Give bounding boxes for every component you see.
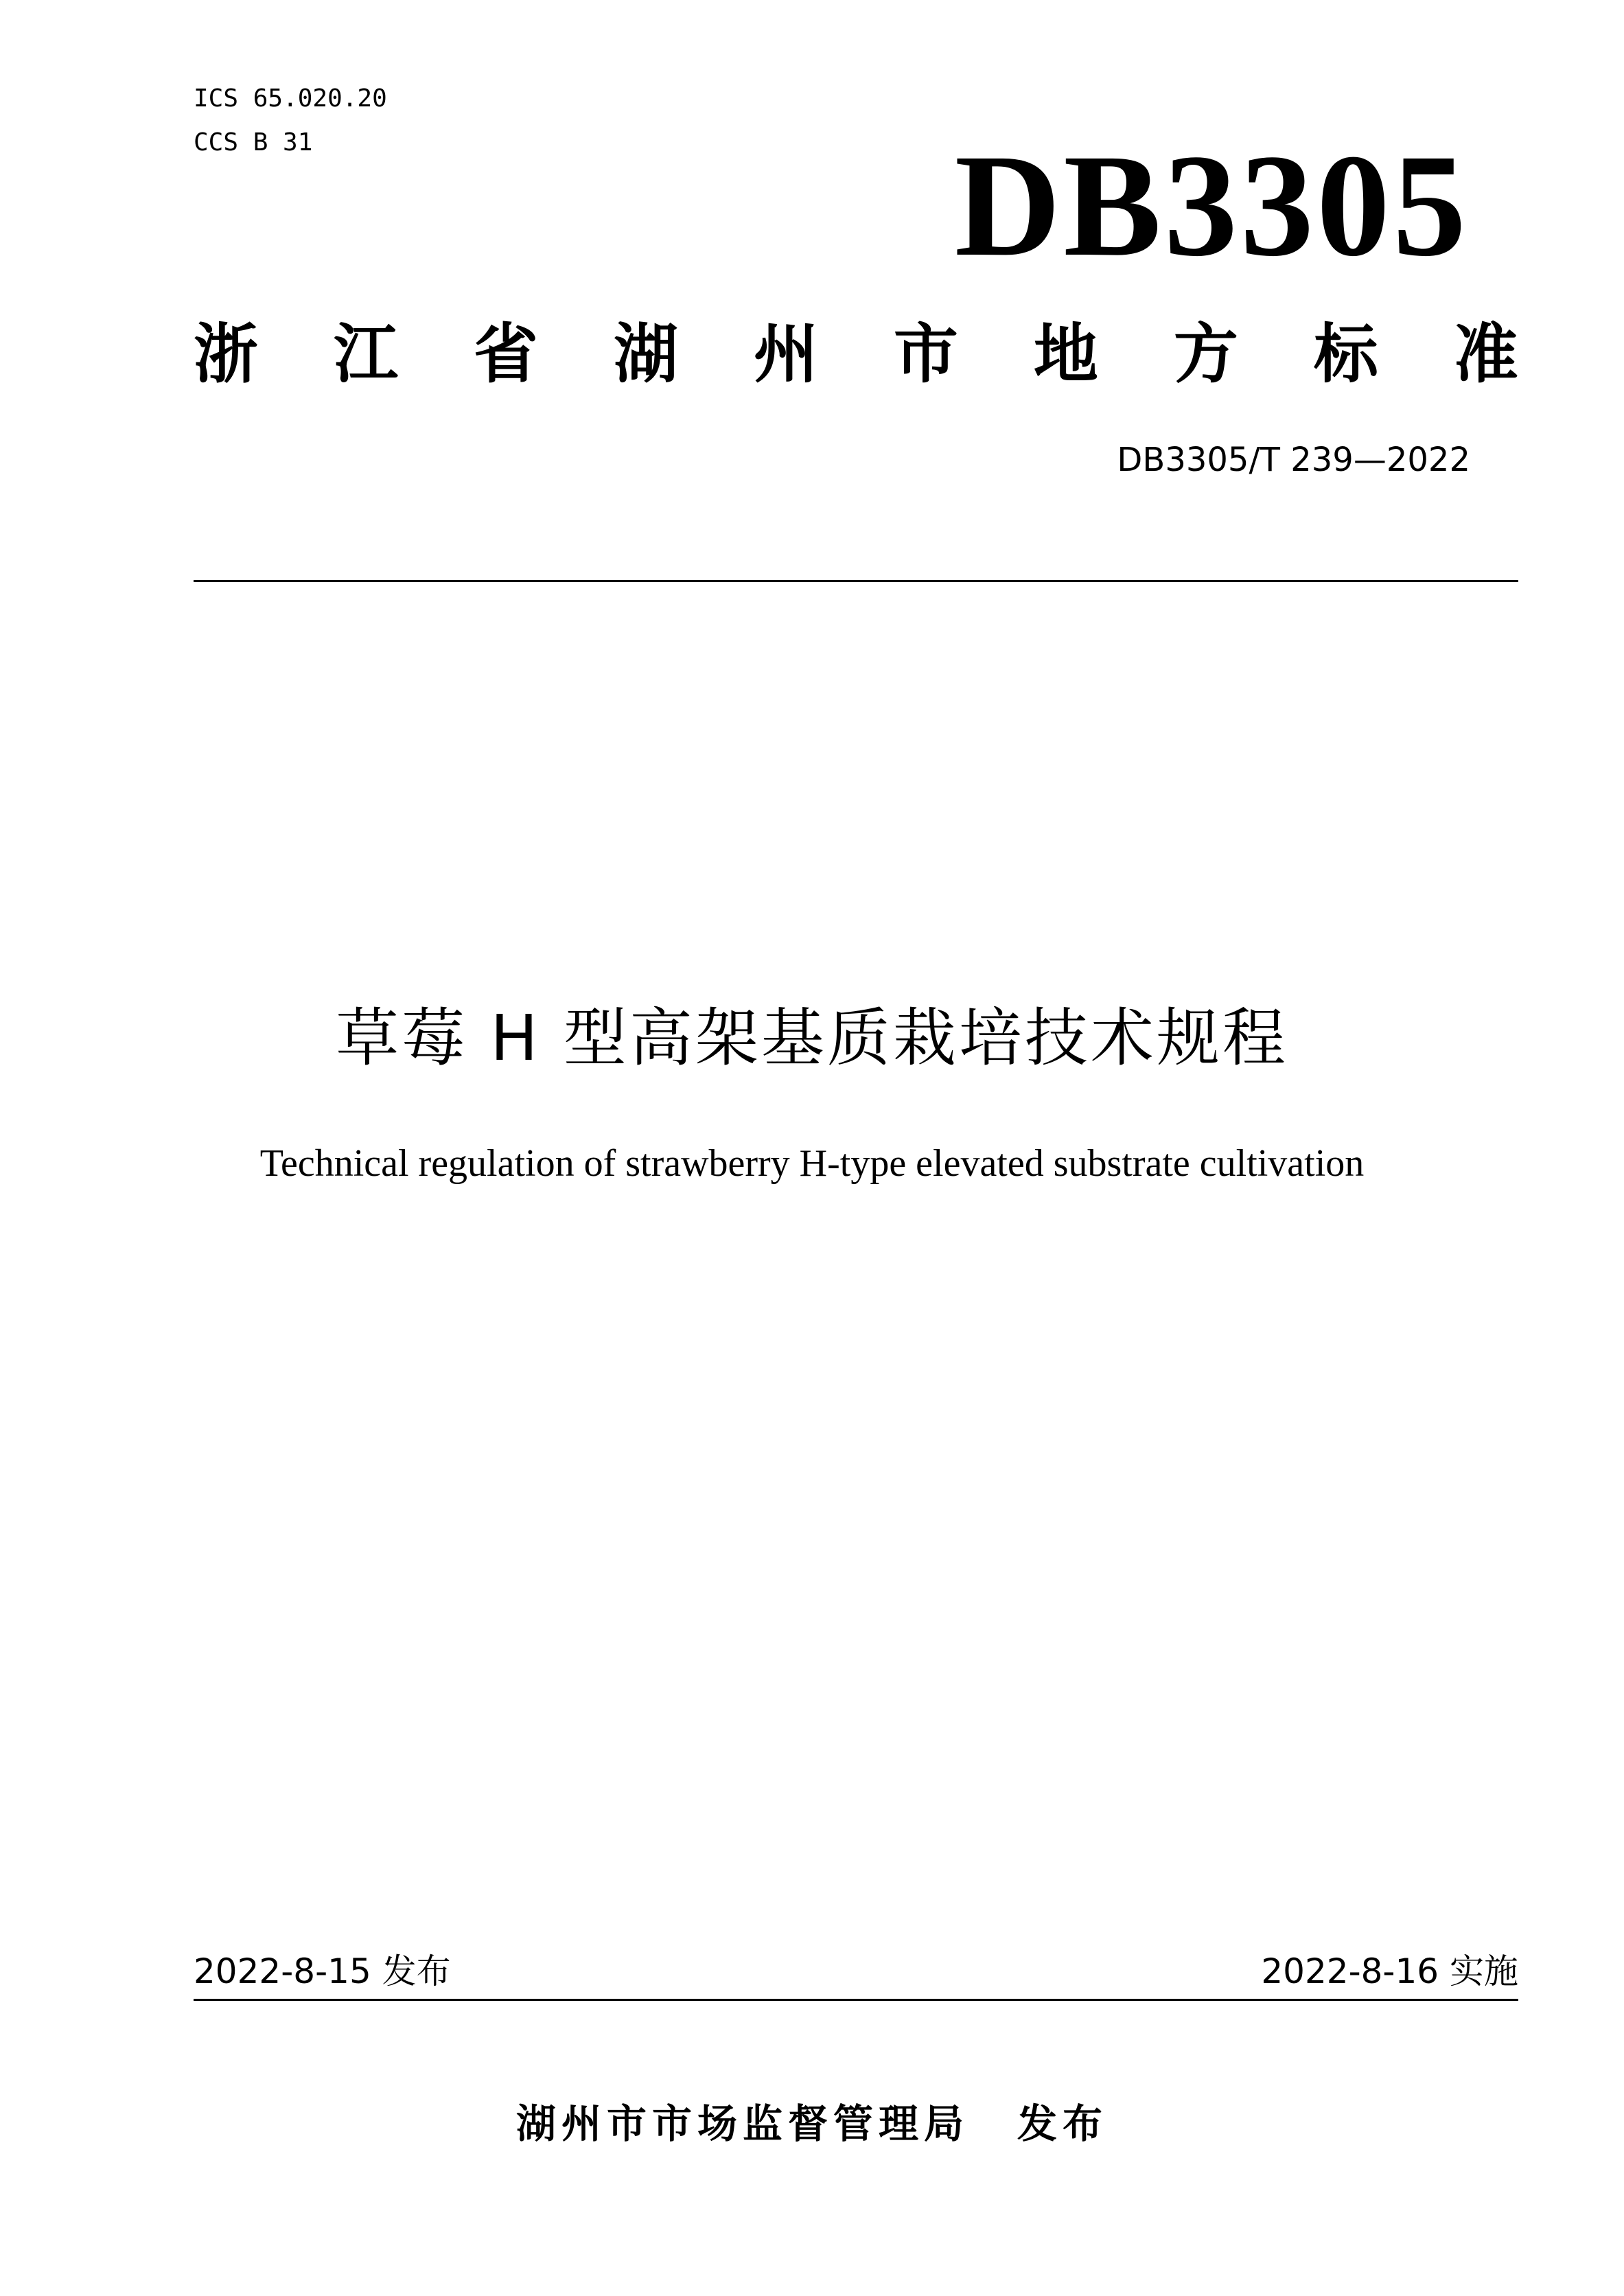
title-english: Technical regulation of strawberry H-type elevated substrate cultivation [259, 1142, 1365, 1185]
authority-char: 准 [1453, 317, 1518, 392]
authority-char: 浙 [194, 317, 259, 392]
standard-number: DB3305/T 239—2022 [1117, 441, 1470, 479]
authority-char: 州 [753, 317, 818, 392]
title-chinese: 草莓 H 型高架基质栽培技术规程 [336, 1001, 1288, 1075]
authority-char: 省 [473, 317, 538, 392]
implementation-date: 2022-8-16 实施 [1261, 1951, 1518, 1991]
authority-char: 市 [893, 317, 958, 392]
standard-authority [194, 317, 1518, 393]
authority-char: 标 [1313, 317, 1378, 392]
ics-code: ICS 65.020.20 [194, 84, 387, 113]
issue-date: 2022-8-15 发布 [194, 1951, 451, 1991]
issuer-action: 发布 [1017, 2100, 1109, 2147]
authority-char: 湖 [613, 317, 678, 392]
standard-series-code: DB3305 [954, 124, 1469, 287]
header-divider [194, 580, 1518, 582]
footer-divider [194, 1999, 1518, 2001]
authority-char: 方 [1173, 317, 1238, 392]
authority-char: 江 [333, 317, 398, 392]
issuer-organization: 湖州市市场监督管理局 [515, 2100, 969, 2147]
authority-char: 地 [1033, 317, 1098, 392]
ccs-code: CCS B 31 [194, 128, 313, 156]
issuer [0, 2098, 1624, 2150]
